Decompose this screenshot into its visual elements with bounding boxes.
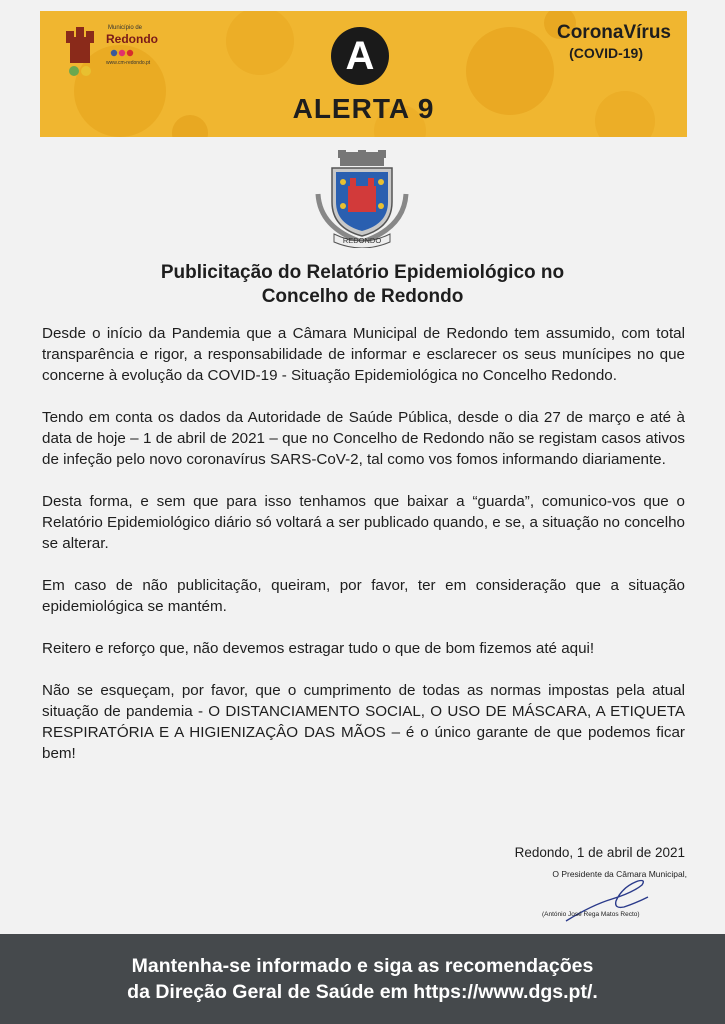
footer-line2: da Direção Geral de Saúde em https://www.dgs.pt/. (127, 981, 598, 1003)
document-body (42, 323, 685, 785)
footer-bar (0, 934, 725, 1024)
signature-role: O Presidente da Câmara Municipal, (552, 869, 687, 879)
document-title-line1: Publicitação do Relatório Epidemiológico no (160, 262, 565, 283)
alert-title: ALERTA 9 (292, 93, 435, 124)
logo-label: Município de (108, 25, 143, 31)
signature-name: (António José Rega Matos Recto) (542, 911, 640, 918)
covid-subtitle: (COVID-19) (569, 45, 643, 61)
covid-title: CoronaVírus (556, 22, 671, 43)
paragraph: Tendo em conta os dados da Autoridade de Saúde Pública, desde o dia 27 de março e até à data de hoje – 1 de abril de 2021 – que no Concelho de Redondo não se registam casos ativos de infeção pelo novo coronavírus SARS-CoV-2, tal como vos fomos informando diariamente. (42, 409, 685, 468)
footer-line1: Mantenha-se informado e siga as recomendações (131, 955, 594, 977)
logo-website: www.cm-redondo.pt (106, 60, 151, 66)
paragraph: Reitero e reforço que, não devemos estragar tudo o que de bom fizemos até aqui! (42, 640, 595, 657)
castle-icon (60, 23, 100, 77)
paragraph: Em caso de não publicitação, queiram, por favor, ter em consideração que a situação epidemiológica se mantém. (42, 577, 685, 615)
paragraph: Não se esqueçam, por favor, que o cumprimento de todas as normas impostas pela atual situação de pandemia - O DISTANCIAMENTO SOCIAL, O USO DE MÁSCARA, A ETIQUETA RESPIRATÓRIA E A HIGIENIZAÇÂO DAS MÃOS – é o único garante de que podemos ficar bem! (42, 682, 685, 762)
signature-date: Redondo, 1 de abril de 2021 (514, 845, 685, 860)
crest-label: REDONDO (342, 236, 382, 245)
document-title (40, 261, 685, 309)
alert-banner (40, 11, 687, 137)
paragraph: Desde o início da Pandemia que a Câmara Municipal de Redondo tem assumido, com total transparência e rigor, a responsabilidade de informar e esclarecer os seus munícipes no que concerne à evolução da COVID-19 - Situação Epidemiológica no Concelho Redondo. (42, 325, 685, 384)
document-title-line2: Concelho de Redondo (261, 286, 464, 307)
social-icons (110, 49, 140, 57)
municipality-logo (60, 19, 180, 79)
footer-message (0, 953, 725, 1005)
paragraph: Desta forma, e sem que para isso tenhamos que baixar a “guarda”, comunico-vos que o Relatório Epidemiológico diário só voltará a ser publicado quando, e se, a situação no concelho se alterar. (42, 493, 685, 552)
logo-name: Redondo (106, 32, 158, 46)
coat-of-arms-icon (310, 150, 414, 248)
alert-level-badge: A (331, 27, 389, 85)
